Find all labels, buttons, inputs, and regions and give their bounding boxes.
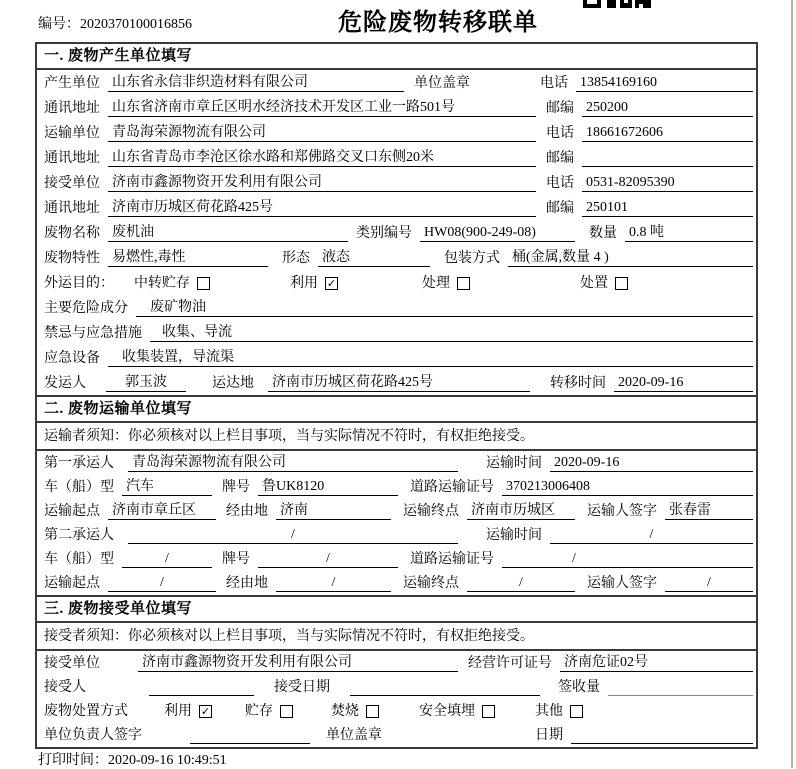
serial-label: 编号：: [38, 17, 80, 32]
section1-title: 一. 废物产生单位填写: [37, 44, 756, 70]
section3-title: 三. 废物接受单位填写: [37, 597, 756, 623]
disposal-option-other-checkbox: [570, 705, 583, 718]
row-producer-address: [37, 95, 756, 120]
disposal-option-burn-label: 焚烧: [331, 704, 359, 719]
responsible-sign-value: [190, 727, 310, 744]
hazard-value: 废矿物油: [136, 296, 753, 317]
transporter-notice: 运输者须知：你必须核对以上栏目事项，当与实际情况不符时，有权拒绝接受。: [37, 423, 756, 451]
sign-date-value: [571, 727, 753, 744]
receiver-phone-label: 电话: [546, 176, 574, 191]
waste-pack-label: 包装方式: [444, 251, 500, 266]
responsible-sign-label: 单位负责人签字: [44, 728, 142, 743]
receiver-address-label: 通讯地址: [44, 201, 100, 216]
waste-code-label: 类别编号: [356, 226, 412, 241]
route2-end-value: /: [467, 575, 575, 592]
producer-address-label: 通讯地址: [44, 101, 100, 116]
print-time: 打印时间：2020-09-16 10:49:51: [38, 753, 227, 768]
transfer-time-value: 2020-09-16: [614, 375, 753, 392]
row-carrier1: [37, 451, 756, 475]
vehicle1-plate-value: 鲁UK8120: [258, 475, 398, 496]
document-header: [0, 0, 796, 42]
disposal-option-store-checkbox: [280, 705, 293, 718]
receiver-notice: 接受者须知：你必须核对以上栏目事项，当与实际情况不符时，有权拒绝接受。: [37, 623, 756, 651]
signed-qty-label: 签收量: [558, 680, 600, 695]
license-value: 济南危证02号: [560, 651, 753, 672]
carrier1-label: 第一承运人: [44, 456, 114, 471]
receiving-date-value: [350, 679, 540, 696]
receiving-person-value: [149, 679, 254, 696]
hazard-label: 主要危险成分: [44, 301, 128, 316]
page-title: 危险废物转移联单: [338, 10, 538, 36]
carrier2-label: 第二承运人: [44, 528, 114, 543]
row-responsible-sign: [37, 723, 756, 747]
waste-code-value: HW08(900-249-08): [420, 225, 575, 242]
receiver-zip-value: 250101: [582, 200, 753, 217]
row-disposal-method: [37, 699, 756, 723]
dispatcher-value: 郭玉波: [106, 371, 186, 392]
carrier1-value: 青岛海荣源物流有限公司: [128, 451, 458, 472]
equipment-label: 应急设备: [44, 351, 100, 366]
row-taboo: [37, 320, 756, 345]
route1-sign-label: 运输人签字: [587, 504, 657, 519]
vehicle1-cert-value: 370213006408: [502, 479, 753, 496]
row-receiving-unit: [37, 651, 756, 675]
qr-code-fragment: [583, 0, 653, 9]
row-vehicle1: [37, 475, 756, 499]
purpose-option-treat-label: 处理: [422, 276, 450, 291]
vehicle2-cert-label: 道路运输证号: [410, 552, 494, 567]
row-receiving-person: [37, 675, 756, 699]
route1-end-label: 运输终点: [403, 504, 459, 519]
row-transport-unit: [37, 120, 756, 145]
route1-via-value: 济南: [276, 499, 391, 520]
license-label: 经营许可证号: [468, 656, 552, 671]
waste-qty-label: 数量: [589, 226, 617, 241]
row-transport-address: [37, 145, 756, 170]
carrier2-value: /: [128, 527, 458, 544]
receiving-unit-value: 济南市鑫源物资开发利用有限公司: [138, 651, 458, 672]
route2-end-label: 运输终点: [403, 576, 459, 591]
row-receiver-unit: [37, 170, 756, 195]
transport-phone-label: 电话: [546, 126, 574, 141]
waste-name-label: 废物名称: [44, 226, 100, 241]
waste-form-value: 液态: [318, 246, 430, 267]
route2-via-label: 经由地: [226, 576, 268, 591]
carrier2-time-label: 运输时间: [486, 528, 542, 543]
vehicle2-plate-label: 牌号: [222, 552, 250, 567]
transport-unit-value: 青岛海荣源物流有限公司: [108, 121, 536, 142]
route1-start-label: 运输起点: [44, 504, 100, 519]
vehicle1-type-value: 汽车: [122, 475, 212, 496]
equipment-value: 收集装置，导流渠: [108, 346, 753, 367]
purpose-option-dispose-label: 处置: [580, 276, 608, 291]
row-dispatch: [37, 370, 756, 395]
purpose-option-dispose-checkbox: [615, 277, 628, 290]
purpose-label: 外运目的：: [44, 276, 114, 291]
producer-unit-label: 产生单位: [44, 76, 100, 91]
receiver-zip-label: 邮编: [546, 201, 574, 216]
producer-phone-value: 13854169160: [576, 75, 753, 92]
purpose-option-storage-checkbox: [197, 277, 210, 290]
disposal-option-burn-checkbox: [366, 705, 379, 718]
disposal-option-store-label: 贮存: [245, 704, 273, 719]
receiver-unit-value: 济南市鑫源物资开发利用有限公司: [108, 171, 536, 192]
receiver-phone-value: 0531-82095390: [582, 175, 753, 192]
taboo-label: 禁忌与应急措施: [44, 326, 142, 341]
waste-props-label: 废物特性: [44, 251, 100, 266]
disposal-method-label: 废物处置方式: [44, 704, 128, 719]
sign-date-label: 日期: [535, 728, 563, 743]
transport-address-label: 通讯地址: [44, 151, 100, 166]
waste-qty-value: 0.8 吨: [625, 221, 753, 242]
destination-label: 运达地: [212, 376, 254, 391]
route1-via-label: 经由地: [226, 504, 268, 519]
taboo-value: 收集、导流: [150, 321, 753, 342]
transport-zip-value: [582, 150, 753, 167]
route1-sign-value: 张春雷: [665, 499, 753, 520]
section-transporter: [37, 395, 756, 595]
unit-seal-label: 单位盖章: [414, 76, 470, 91]
unit-seal2-label: 单位盖章: [326, 728, 382, 743]
waste-form-label: 形态: [282, 251, 310, 266]
row-waste-props: [37, 245, 756, 270]
vehicle2-cert-value: /: [502, 551, 753, 568]
vehicle1-cert-label: 道路运输证号: [410, 480, 494, 495]
transport-zip-label: 邮编: [546, 151, 574, 166]
transfer-form-table: [35, 42, 758, 749]
producer-unit-value: 山东省永信非织造材料有限公司: [108, 71, 404, 92]
producer-zip-label: 邮编: [546, 101, 574, 116]
transport-address-value: 山东省青岛市李沧区徐水路和郑佛路交叉口东侧20米: [108, 146, 536, 167]
route2-via-value: /: [276, 575, 391, 592]
signed-qty-value: [608, 679, 753, 696]
row-producer-unit: [37, 70, 756, 95]
vehicle1-plate-label: 牌号: [222, 480, 250, 495]
purpose-option-storage-label: 中转贮存: [134, 276, 190, 291]
receiver-address-value: 济南市历城区荷花路425号: [108, 196, 536, 217]
receiver-unit-label: 接受单位: [44, 176, 100, 191]
route2-start-label: 运输起点: [44, 576, 100, 591]
route2-sign-label: 运输人签字: [587, 576, 657, 591]
route2-sign-value: /: [665, 575, 753, 592]
transfer-time-label: 转移时间: [550, 376, 606, 391]
vehicle1-type-label: 车（船）型: [44, 480, 114, 495]
section2-title: 二. 废物运输单位填写: [37, 397, 756, 423]
row-waste-name: [37, 220, 756, 245]
serial-value: 2020370100016856: [80, 17, 192, 32]
receiving-unit-label: 接受单位: [44, 656, 100, 671]
destination-value: 济南市历城区荷花路425号: [268, 371, 530, 392]
row-route1: [37, 499, 756, 523]
section-receiver: [37, 595, 756, 747]
vehicle2-type-value: /: [122, 551, 212, 568]
disposal-option-other-label: 其他: [535, 704, 563, 719]
dispatcher-label: 发运人: [44, 376, 86, 391]
row-route2: [37, 571, 756, 595]
waste-pack-value: 桶(金属,数量 4 ): [508, 246, 753, 267]
producer-zip-value: 250200: [582, 100, 753, 117]
carrier1-time-value: 2020-09-16: [550, 455, 753, 472]
waste-props-value: 易燃性,毒性: [108, 246, 268, 267]
receiving-person-label: 接受人: [44, 680, 86, 695]
receiving-date-label: 接受日期: [274, 680, 330, 695]
disposal-option-landfill-checkbox: [482, 705, 495, 718]
page-edge-line: [791, 0, 793, 768]
carrier2-time-value: /: [550, 527, 753, 544]
section-producer: [37, 44, 756, 395]
disposal-option-use-label: 利用: [164, 704, 192, 719]
row-purpose: [37, 270, 756, 295]
route2-start-value: /: [108, 575, 216, 592]
row-vehicle2: [37, 547, 756, 571]
disposal-option-use-checkbox: ✓: [200, 705, 211, 718]
carrier1-time-label: 运输时间: [486, 456, 542, 471]
producer-address-value: 山东省济南市章丘区明水经济技术开发区工业一路501号: [108, 96, 536, 117]
purpose-option-treat-checkbox: [457, 277, 470, 290]
route1-start-value: 济南市章丘区: [108, 499, 216, 520]
row-equipment: [37, 345, 756, 370]
transport-phone-value: 18661672606: [582, 125, 753, 142]
transport-unit-label: 运输单位: [44, 126, 100, 141]
vehicle2-plate-value: /: [258, 551, 398, 568]
route1-end-value: 济南市历城区: [467, 499, 575, 520]
disposal-option-landfill-label: 安全填埋: [419, 704, 475, 719]
row-carrier2: [37, 523, 756, 547]
waste-name-value: 废机油: [108, 221, 348, 242]
purpose-option-use-checkbox: ✓: [326, 277, 337, 290]
row-receiver-address: [37, 195, 756, 220]
row-hazard: [37, 295, 756, 320]
producer-phone-label: 电话: [540, 76, 568, 91]
purpose-option-use-label: 利用: [290, 276, 318, 291]
vehicle2-type-label: 车（船）型: [44, 552, 114, 567]
